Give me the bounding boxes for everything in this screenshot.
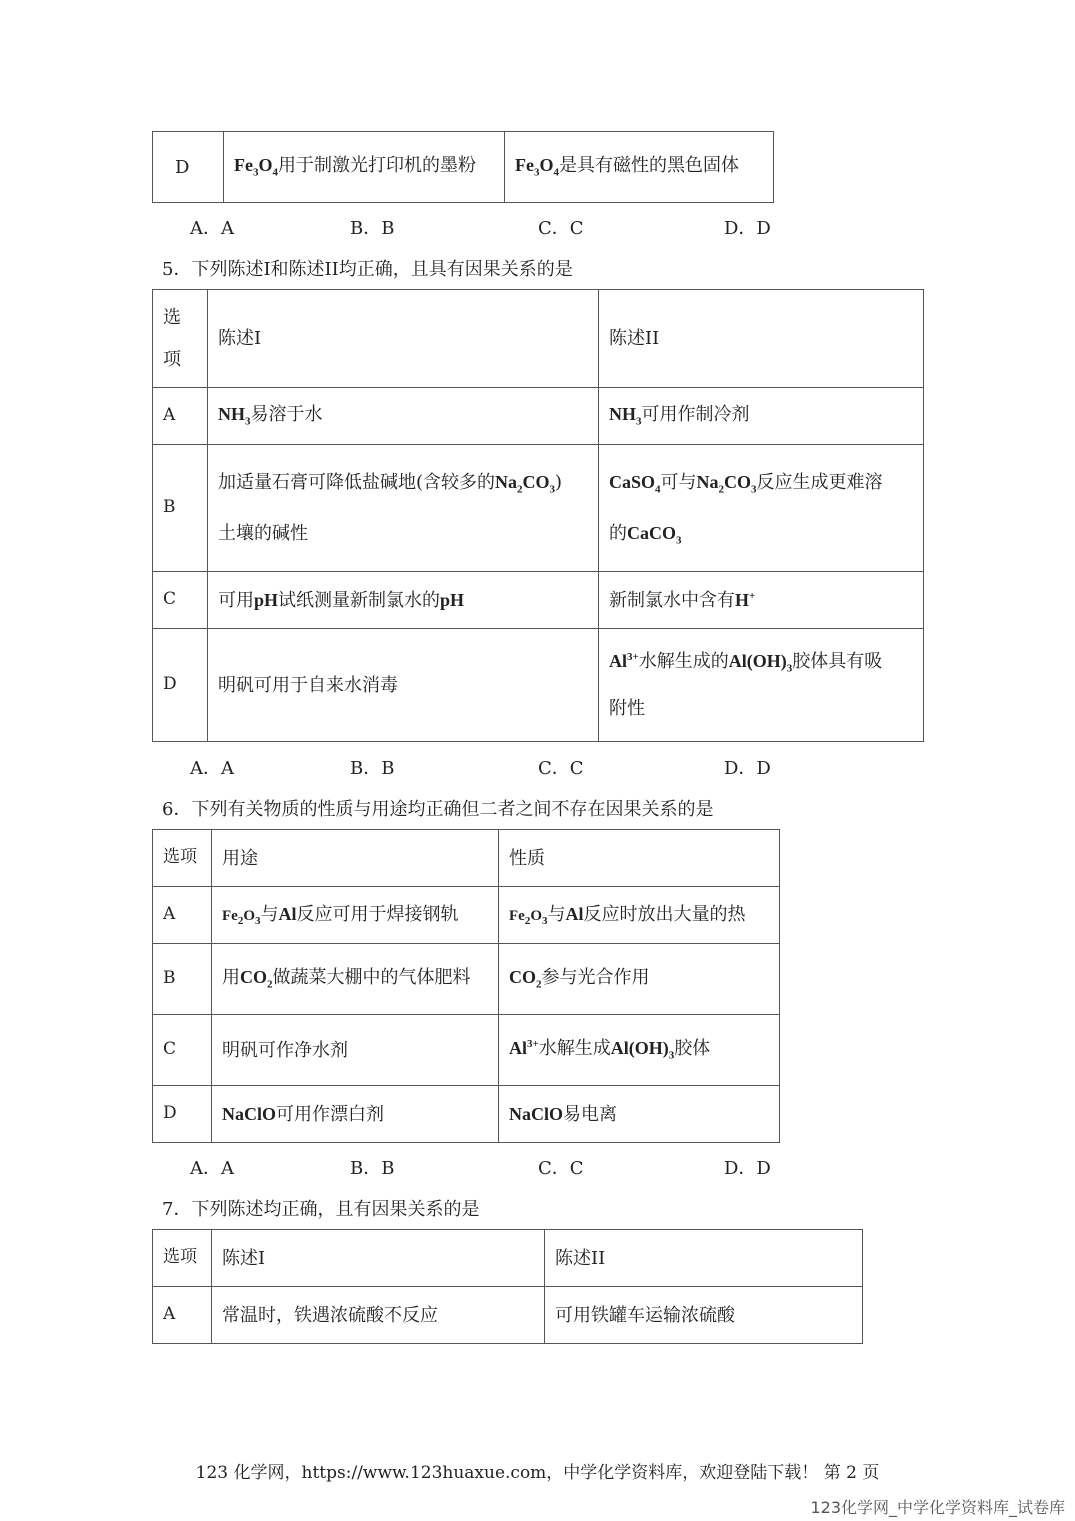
table-cell: $Al^{3+}$水解生成$Al(OH)_3$胶体	[499, 1015, 780, 1086]
table-cell: $NH_3$易溶于水	[208, 388, 599, 445]
table-header: 陈述I	[212, 1230, 545, 1287]
watermark: 123化学网_中学化学资料库_试卷库	[810, 1498, 1065, 1517]
table-cell: NaClO可用作漂白剂	[212, 1086, 499, 1143]
table-cell: 新制氯水中含有H+	[599, 572, 924, 629]
table-header: 用途	[212, 830, 499, 887]
table-cell-key: D	[153, 1086, 212, 1143]
table-cell-key: D	[153, 132, 224, 203]
table-cell-key: A	[153, 1287, 212, 1344]
q5-stem: 5．下列陈述I和陈述II均正确，且具有因果关系的是	[162, 259, 573, 280]
table-cell-key: B	[153, 445, 208, 572]
option-b[interactable]: B．B	[350, 758, 395, 779]
q5-table	[152, 289, 924, 742]
table-cell: $Fe_3O_4$用于制激光打印机的墨粉	[224, 132, 505, 203]
table-cell: 加适量石膏可降低盐碱地(含较多的$Na_2CO_3$) 土壤的碱性	[208, 445, 599, 572]
table-cell-key: A	[153, 887, 212, 944]
table-header: 性质	[499, 830, 780, 887]
table-cell: CaSO$_4$可与$Na_2CO_3$反应生成更难溶 的CaCO$_3$	[599, 445, 924, 572]
table-cell: $Fe_2O_3$与Al反应可用于焊接钢轨	[212, 887, 499, 944]
option-d[interactable]: D．D	[724, 218, 771, 239]
option-d[interactable]: D．D	[724, 758, 771, 779]
option-d[interactable]: D．D	[724, 1158, 771, 1179]
table-header: 陈述II	[545, 1230, 863, 1287]
table-cell: $Al^{3+}$水解生成的$Al(OH)_3$胶体具有吸 附性	[599, 629, 924, 742]
table-header-key: 选项	[153, 830, 212, 887]
page-footer: 123 化学网，https://www.123huaxue.com，中学化学资料库，欢迎登陆下载！ 第 2 页	[195, 1463, 880, 1483]
option-a[interactable]: A．A	[190, 1158, 234, 1179]
table-cell: 明矾可用于自来水消毒	[208, 629, 599, 742]
table-cell: $Fe_3O_4$是具有磁性的黑色固体	[505, 132, 774, 203]
option-c[interactable]: C．C	[538, 1158, 584, 1179]
table-cell: 常温时，铁遇浓硫酸不反应	[212, 1287, 545, 1344]
table-cell-key: C	[153, 572, 208, 629]
option-c[interactable]: C．C	[538, 218, 584, 239]
option-b[interactable]: B．B	[350, 1158, 395, 1179]
q6-table	[152, 829, 780, 1143]
table-header-key: 选项	[153, 1230, 212, 1287]
q4-table	[152, 131, 774, 203]
table-cell-key: C	[153, 1015, 212, 1086]
option-b[interactable]: B．B	[350, 218, 395, 239]
table-header: 陈述I	[208, 290, 599, 388]
table-cell: $Fe_2O_3$与Al反应时放出大量的热	[499, 887, 780, 944]
table-cell: 可用pH试纸测量新制氯水的pH	[208, 572, 599, 629]
q7-table	[152, 1229, 863, 1344]
option-a[interactable]: A．A	[190, 218, 234, 239]
q6-stem: 6．下列有关物质的性质与用途均正确但二者之间不存在因果关系的是	[162, 799, 714, 820]
table-cell: NaClO易电离	[499, 1086, 780, 1143]
option-a[interactable]: A．A	[190, 758, 234, 779]
table-cell: $NH_3$可用作制冷剂	[599, 388, 924, 445]
table-cell-key: B	[153, 944, 212, 1015]
option-c[interactable]: C．C	[538, 758, 584, 779]
table-cell: 用$CO_2$做蔬菜大棚中的气体肥料	[212, 944, 499, 1015]
table-cell: $CO_2$参与光合作用	[499, 944, 780, 1015]
table-header: 陈述II	[599, 290, 924, 388]
table-header-key: 选项	[153, 290, 208, 388]
table-cell-key: A	[153, 388, 208, 445]
table-cell: 明矾可作净水剂	[212, 1015, 499, 1086]
q7-stem: 7．下列陈述均正确，且有因果关系的是	[162, 1199, 480, 1220]
table-cell-key: D	[153, 629, 208, 742]
table-cell: 可用铁罐车运输浓硫酸	[545, 1287, 863, 1344]
